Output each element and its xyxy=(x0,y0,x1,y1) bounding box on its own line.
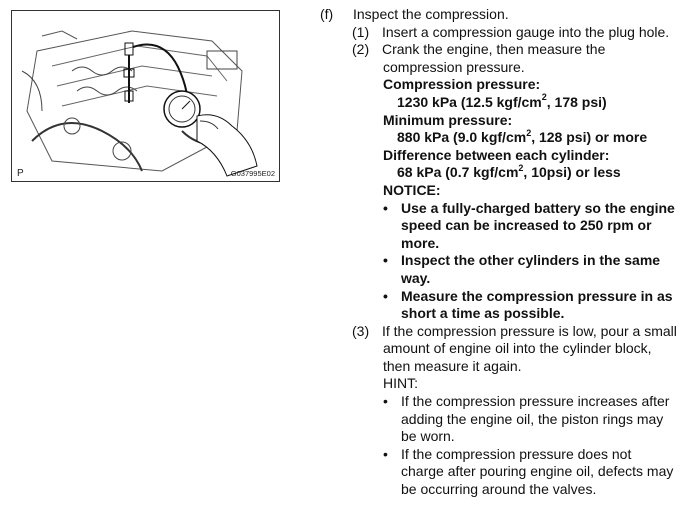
substep-3-line1: If the compression pressure is low, pour a small xyxy=(382,322,677,339)
step-label: (f) xyxy=(320,6,334,22)
instruction-text xyxy=(320,6,698,499)
bullet: • xyxy=(383,287,388,304)
hint-item: • If the compression pressure increases after adding the engine oil, the piston rings may be worn. xyxy=(383,393,670,445)
bullet: • xyxy=(383,199,388,216)
substep-2-line2: compression pressure. xyxy=(383,58,525,75)
spec-compression-label: Compression pressure: xyxy=(383,76,541,93)
spec-diff-label: Difference between each cylinder: xyxy=(383,146,610,163)
hint-item: • If the compression pressure does not charge after pouring engine oil, defects may be occurring around the valves. xyxy=(383,445,674,498)
spec-min-value: 880 kPa (9.0 kgf/$cm^2$, 128 psi) or more xyxy=(397,127,648,146)
notice-label: NOTICE: xyxy=(383,181,441,198)
substep-3 xyxy=(320,323,698,341)
spec-compression-value: 1230 kPa (12.5 kgf/$cm^2$, 178 psi) xyxy=(397,92,607,110)
notice-item: • Inspect the other cylinders in the same way. xyxy=(383,252,661,286)
figure-letter: P xyxy=(17,168,24,179)
figure-code: G037995E02 xyxy=(230,169,275,178)
spec-min-label: Minimum pressure: xyxy=(383,111,513,128)
notice-item: • Use a fully-charged battery so the engine speed can be increased to 250 rpm or more. xyxy=(383,199,675,251)
bullet: • xyxy=(383,393,388,410)
engine-illustration xyxy=(11,10,280,182)
substep-3-line3: then measure it again. xyxy=(383,357,522,374)
notice-item: • Measure the compression pressure in as short a time as possible. xyxy=(383,287,673,322)
bullet: • xyxy=(383,445,388,462)
substep-1-label: (1) xyxy=(352,23,370,40)
substep-3-label: (3) xyxy=(352,322,370,339)
bullet: • xyxy=(383,252,388,269)
substep-1 xyxy=(320,24,698,42)
step-title: Inspect the compression. xyxy=(353,6,509,22)
hint-label: HINT: xyxy=(383,375,418,392)
substep-2-label: (2) xyxy=(352,41,370,58)
substep-1-text: Insert a compression gauge into the plug hole. xyxy=(382,23,670,40)
spec-diff-value: 68 kPa (0.7 kgf/$cm^2$, 10psi) or less xyxy=(397,162,621,181)
substep-2-line1: Crank the engine, then measure the xyxy=(382,41,606,58)
substep-2 xyxy=(320,41,698,59)
substep-3-line2: amount of engine oil into the cylinder block, xyxy=(383,340,652,357)
engine-drawing xyxy=(12,11,280,182)
step-f xyxy=(320,6,698,24)
